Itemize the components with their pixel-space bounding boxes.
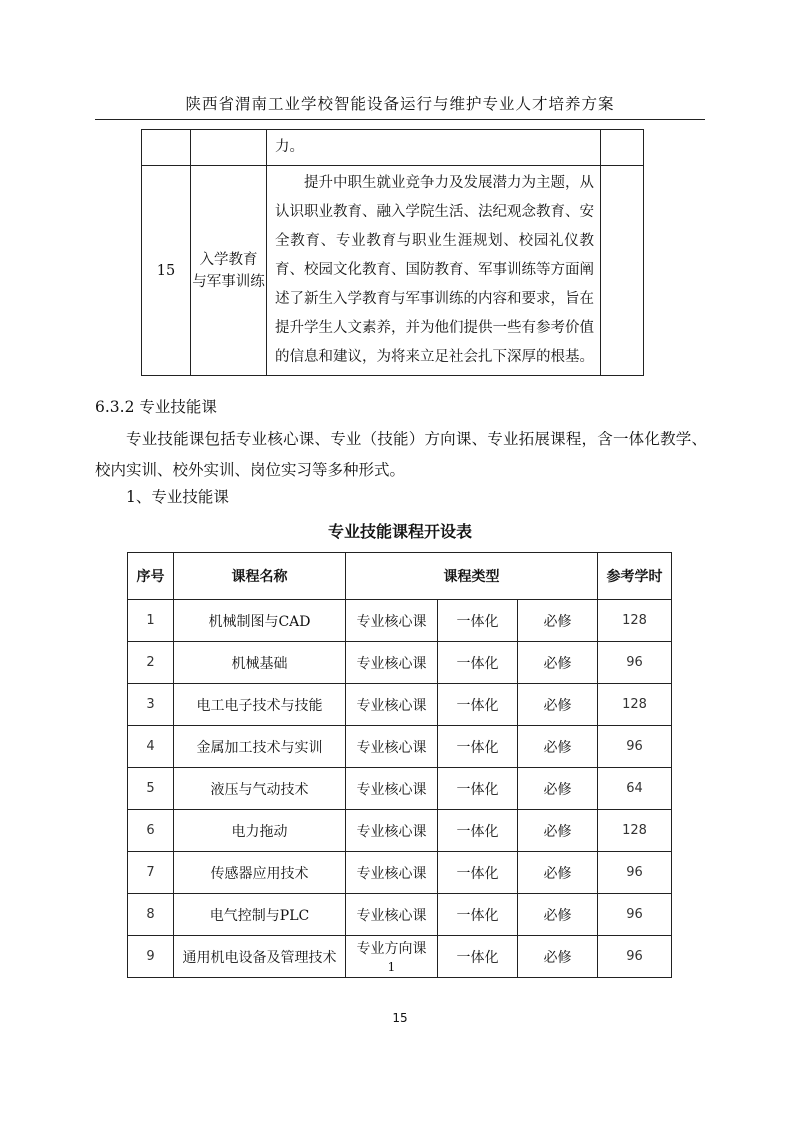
course-description-cell (267, 166, 601, 376)
cell-hours: 128 (598, 684, 672, 726)
cell-seq: 7 (128, 852, 174, 894)
cell-category: 专业核心课 (346, 852, 438, 894)
cell-seq: 1 (128, 600, 174, 642)
table-row (142, 130, 644, 166)
cell-requirement: 必修 (518, 726, 598, 768)
header-seq: 序号 (128, 553, 174, 600)
header-type: 课程类型 (346, 553, 598, 600)
cell-hours: 96 (598, 726, 672, 768)
table-row (128, 852, 672, 894)
cell-seq: 2 (128, 642, 174, 684)
category-suffix: 1 (387, 959, 396, 974)
cell-mode: 一体化 (438, 810, 518, 852)
cell-name: 电气控制与PLC (174, 894, 346, 936)
cell-requirement: 必修 (518, 852, 598, 894)
cell-category: 专业核心课 (346, 726, 438, 768)
cell-hours: 96 (598, 936, 672, 978)
cell-category: 专业核心课 (346, 642, 438, 684)
course-description: 提升中职生就业竞争力及发展潜力为主题，从认识职业教育、融入学院生活、法纪观念教育、安全教育、专业教育与职业生涯规划、校园礼仪教育、校园文化教育、国防教育、军事训练等方面阐述了新生入学教育与军事训练的内容和要求，旨在提升学生人文素养，并为他们提供一些有参考价值的信息和建议，为将来立足社会扎下深厚的根基。 (275, 175, 594, 365)
cell-mode: 一体化 (438, 684, 518, 726)
cell-hours: 96 (598, 642, 672, 684)
cell-requirement: 必修 (518, 684, 598, 726)
cell-category: 专业核心课 (346, 600, 438, 642)
course-table (127, 552, 672, 978)
cell-mode: 一体化 (438, 726, 518, 768)
course-description-table (141, 129, 644, 376)
cell-name: 液压与气动技术 (174, 768, 346, 810)
cell-category (346, 936, 438, 978)
cell-name: 传感器应用技术 (174, 852, 346, 894)
cell-mode: 一体化 (438, 600, 518, 642)
table-row (128, 768, 672, 810)
cell-requirement: 必修 (518, 894, 598, 936)
cell-seq: 3 (128, 684, 174, 726)
page-header: 陕西省渭南工业学校智能设备运行与维护专业人才培养方案 (185, 95, 615, 113)
cell-category: 专业核心课 (346, 810, 438, 852)
section-paragraph: 专业技能课包括专业核心课、专业（技能）方向课、专业拓展课程，含一体化教学、校内实训、校外实训、岗位实习等多种形式。 (95, 430, 707, 479)
cell-category: 专业核心课 (346, 768, 438, 810)
cell-name: 电力拖动 (174, 810, 346, 852)
category-text: 专业方向课 (356, 940, 427, 957)
cell-requirement: 必修 (518, 768, 598, 810)
table-row (128, 810, 672, 852)
cell-name: 金属加工技术与实训 (174, 726, 346, 768)
cell-mode: 一体化 (438, 894, 518, 936)
cell-mode: 一体化 (438, 852, 518, 894)
cell-name: 电工电子技术与技能 (174, 684, 346, 726)
row-number: 15 (142, 166, 191, 376)
header-hours: 参考学时 (598, 553, 672, 600)
course-name-line: 与军事训练 (192, 273, 265, 290)
cell-category: 专业核心课 (346, 894, 438, 936)
cell-seq: 8 (128, 894, 174, 936)
cell-name: 通用机电设备及管理技术 (174, 936, 346, 978)
table-row (128, 894, 672, 936)
table-row (128, 726, 672, 768)
cell-mode: 一体化 (438, 936, 518, 978)
table-row (142, 166, 644, 376)
continued-text: 力。 (267, 130, 601, 166)
cell-seq: 4 (128, 726, 174, 768)
cell-category: 专业核心课 (346, 684, 438, 726)
cell-hours: 96 (598, 894, 672, 936)
table-row (128, 600, 672, 642)
cell-requirement: 必修 (518, 600, 598, 642)
cell-seq: 9 (128, 936, 174, 978)
cell-hours: 128 (598, 600, 672, 642)
course-name-cell (191, 166, 267, 376)
subheading: 1、专业技能课 (126, 488, 229, 506)
cell-requirement: 必修 (518, 810, 598, 852)
cell-mode: 一体化 (438, 768, 518, 810)
cell-requirement: 必修 (518, 936, 598, 978)
table-row (128, 642, 672, 684)
cell-mode: 一体化 (438, 642, 518, 684)
table-row (128, 684, 672, 726)
cell-hours: 64 (598, 768, 672, 810)
course-name-line: 入学教育 (199, 251, 258, 268)
cell-requirement: 必修 (518, 642, 598, 684)
page-number: 15 (392, 1011, 408, 1025)
table-header-row (128, 553, 672, 600)
section-heading: 6.3.2 专业技能课 (95, 398, 217, 416)
header-name: 课程名称 (174, 553, 346, 600)
cell-seq: 5 (128, 768, 174, 810)
header-divider (95, 119, 705, 120)
table-row (128, 936, 672, 978)
table-title: 专业技能课程开设表 (327, 522, 472, 541)
cell-name: 机械制图与CAD (174, 600, 346, 642)
cell-name: 机械基础 (174, 642, 346, 684)
cell-hours: 128 (598, 810, 672, 852)
cell-hours: 96 (598, 852, 672, 894)
cell-seq: 6 (128, 810, 174, 852)
